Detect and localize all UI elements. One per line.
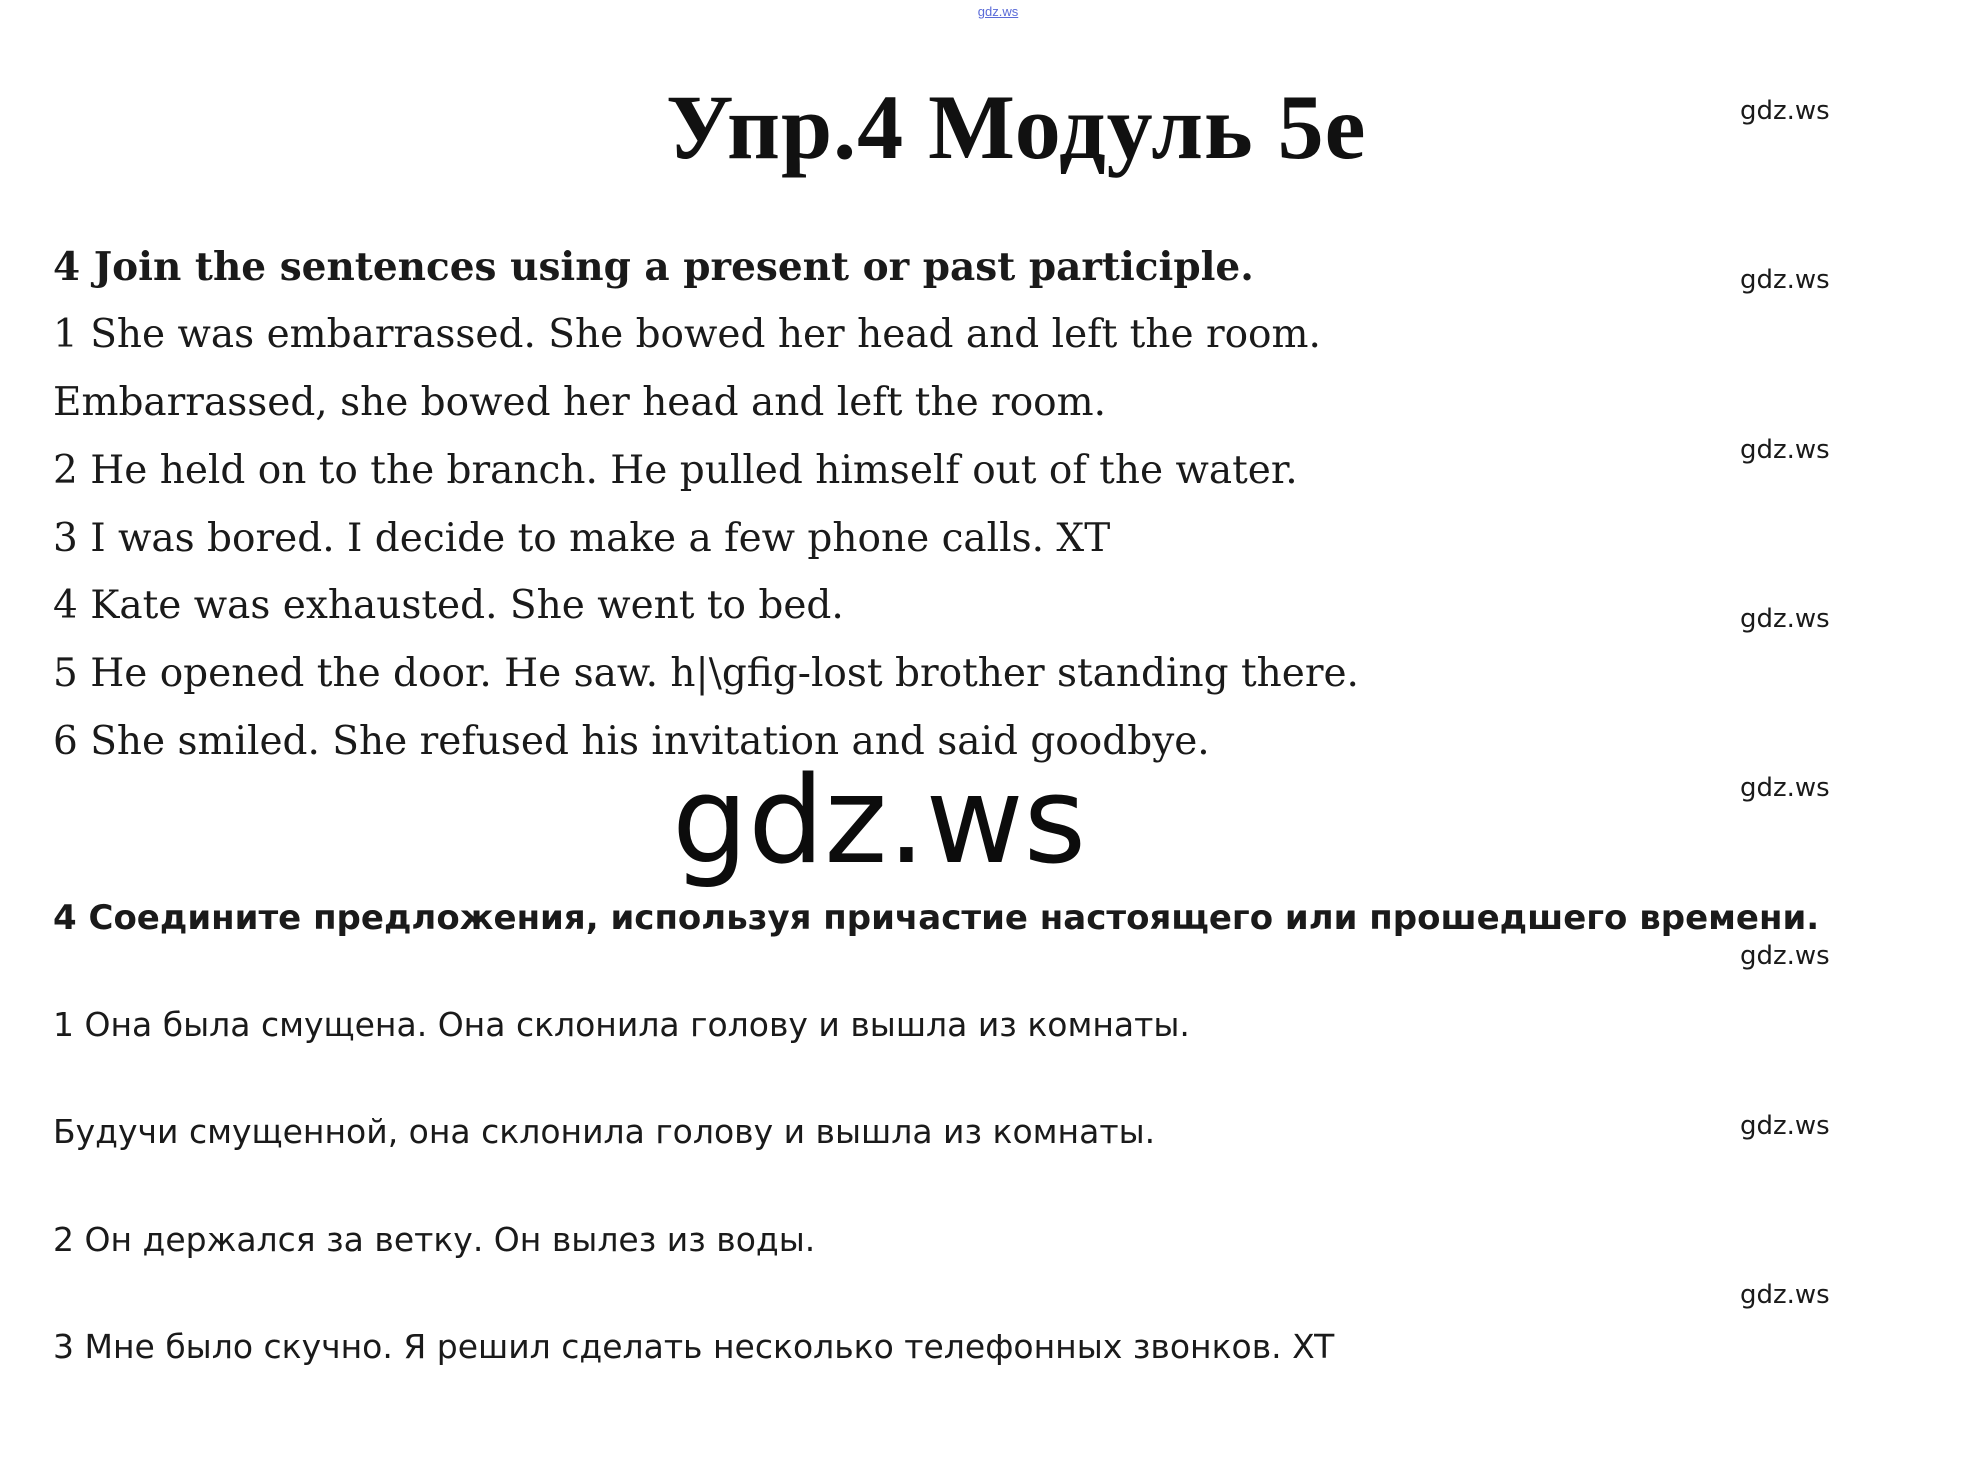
side-watermark: gdz.ws <box>1740 941 1830 971</box>
english-line: 3 I was bored. I decide to make a few phone calls. XT <box>53 516 1111 561</box>
english-instruction: 4 Join the sentences using a present or past participle. <box>53 244 1254 290</box>
large-watermark: gdz.ws <box>672 752 1087 891</box>
english-line: 1 She was embarrassed. She bowed her head and left the room. <box>53 312 1321 357</box>
russian-line: 1 Она была смущена. Она склонила голову и вышла из комнаты. <box>53 1005 1190 1044</box>
side-watermark: gdz.ws <box>1740 96 1830 126</box>
header-watermark[interactable]: gdz.ws <box>977 4 1019 19</box>
side-watermark: gdz.ws <box>1740 1280 1830 1310</box>
side-watermark: gdz.ws <box>1740 773 1830 803</box>
english-line: 5 He opened the door. He saw. h|\gfig-lost brother standing there. <box>53 651 1359 696</box>
russian-line: 2 Он держался за ветку. Он вылез из воды. <box>53 1220 816 1259</box>
side-watermark: gdz.ws <box>1740 1111 1830 1141</box>
english-line: Embarrassed, she bowed her head and left the room. <box>53 380 1107 425</box>
side-watermark: gdz.ws <box>1740 265 1830 295</box>
side-watermark: gdz.ws <box>1740 435 1830 465</box>
russian-line: Будучи смущенной, она склонила голову и вышла из комнаты. <box>53 1112 1156 1151</box>
english-line: 2 He held on to the branch. He pulled himself out of the water. <box>53 448 1298 493</box>
russian-instruction: 4 Соедините предложения, используя причастие настоящего или прошедшего времени. <box>53 898 1820 938</box>
english-line: 6 She smiled. She refused his invitation and said goodbye. <box>53 719 1210 764</box>
russian-line: 3 Мне было скучно. Я решил сделать несколько телефонных звонков. XT <box>53 1327 1335 1366</box>
english-line: 4 Kate was exhausted. She went to bed. <box>53 583 844 628</box>
page-title: Упр.4 Модуль 5е <box>666 76 1367 178</box>
side-watermark: gdz.ws <box>1740 604 1830 634</box>
